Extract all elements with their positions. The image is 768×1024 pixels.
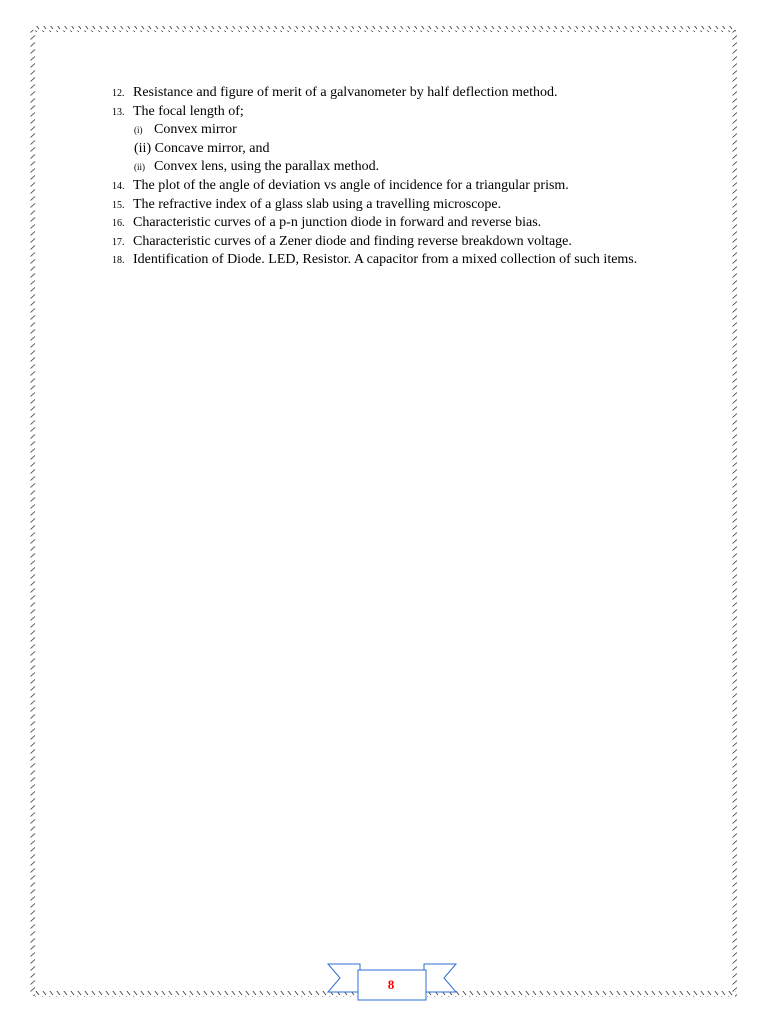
sub-list-item: [112, 158, 722, 177]
item-text: The focal length of;: [133, 103, 244, 119]
item-number: 12.: [112, 88, 125, 99]
sub-list-item: [112, 121, 722, 140]
item-text: The plot of the angle of deviation vs angle of incidence for a triangular prism.: [133, 177, 569, 193]
list-item: [112, 196, 722, 215]
sub-item-number: (i): [134, 125, 143, 136]
sub-list-item: [112, 140, 722, 159]
item-number: 13.: [112, 106, 125, 118]
experiment-list: [112, 84, 722, 270]
list-item: [112, 233, 722, 252]
item-number: 16.: [112, 218, 125, 230]
list-item: [112, 214, 722, 233]
list-item: [112, 103, 722, 122]
item-text: Resistance and figure of merit of a galvanometer by half deflection method.: [133, 85, 558, 100]
sub-item-text: (ii) Concave mirror, and: [134, 140, 270, 156]
item-number: 17.: [112, 236, 125, 248]
item-number: 14.: [112, 180, 125, 192]
sub-item-text: Convex lens, using the parallax method.: [154, 159, 380, 175]
item-number: 18.: [112, 255, 125, 267]
sub-item-text: Convex mirror: [154, 122, 237, 138]
item-text: Characteristic curves of a Zener diode and finding reverse breakdown voltage.: [133, 233, 572, 249]
list-item: [112, 251, 722, 270]
list-item: [112, 177, 722, 196]
list-item: [112, 84, 722, 103]
page-number: 8: [387, 977, 395, 992]
sub-item-number: (ii): [134, 162, 145, 173]
item-number: 15.: [112, 199, 125, 211]
item-text: Characteristic curves of a p-n junction diode in forward and reverse bias.: [133, 215, 542, 231]
item-text: Identification of Diode. LED, Resistor. A capacitor from a mixed collection of such items.: [133, 252, 638, 268]
item-text: The refractive index of a glass slab using a travelling microscope.: [133, 196, 502, 212]
